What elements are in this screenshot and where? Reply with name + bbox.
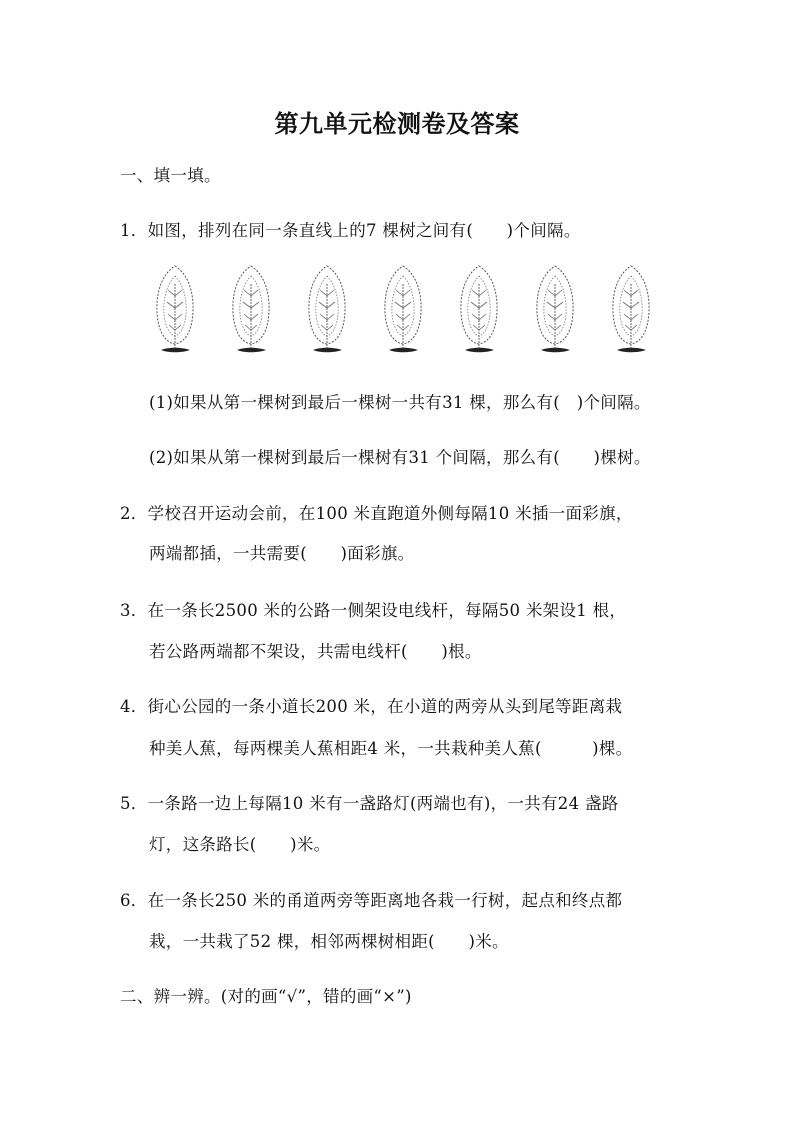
question-4-line-1: 4．街心公园的一条小道长200 米，在小道的两旁从头到尾等距离栽: [120, 697, 623, 716]
question-5-line-1: 5．一条路一边上每隔10 米有一盏路灯(两端也有)，一共有24 盏路: [120, 794, 619, 813]
question-4-line-2: 种美人蕉，每两棵美人蕉相距4 米，一共栽种美人蕉( )棵。: [149, 739, 633, 758]
question-1-sub-2: (2)如果从第一棵树到最后一棵树有31 个间隔，那么有( )棵树。: [149, 448, 651, 467]
question-3-line-1: 3．在一条长2500 米的公路一侧架设电线杆，每隔50 米架设1 根，: [120, 601, 627, 620]
page-title: 第九单元检测卷及答案: [274, 110, 520, 138]
question-6-line-2: 栽，一共栽了52 棵，相邻两棵树相距( )米。: [149, 932, 509, 951]
tree-icon: [226, 262, 276, 362]
section-2-heading: 二、辨一辨。(对的画“√”，错的画“×”): [120, 987, 412, 1006]
question-1-text: 1．如图，排列在同一条直线上的7 棵树之间有( )个间隔。: [120, 221, 581, 240]
tree-icon: [454, 262, 504, 362]
tree-icon: [302, 262, 352, 362]
question-1-sub-1: (1)如果从第一棵树到最后一棵树一共有31 棵，那么有( )个间隔。: [149, 393, 651, 412]
question-2-line-2: 两端都插，一共需要( )面彩旗。: [149, 544, 415, 563]
tree-figure: [150, 262, 650, 362]
tree-icon: [606, 262, 656, 362]
tree-icon: [530, 262, 580, 362]
section-1-heading: 一、填一填。: [120, 166, 221, 185]
tree-icon: [378, 262, 428, 362]
tree-icon: [150, 262, 200, 362]
question-3-line-2: 若公路两端都不架设，共需电线杆( )根。: [149, 642, 482, 661]
question-5-line-2: 灯，这条路长( )米。: [149, 835, 331, 854]
question-2-line-1: 2．学校召开运动会前，在100 米直跑道外侧每隔10 米插一面彩旗，: [120, 504, 633, 523]
question-6-line-1: 6．在一条长250 米的甬道两旁等距离地各栽一行树，起点和终点都: [120, 891, 623, 910]
